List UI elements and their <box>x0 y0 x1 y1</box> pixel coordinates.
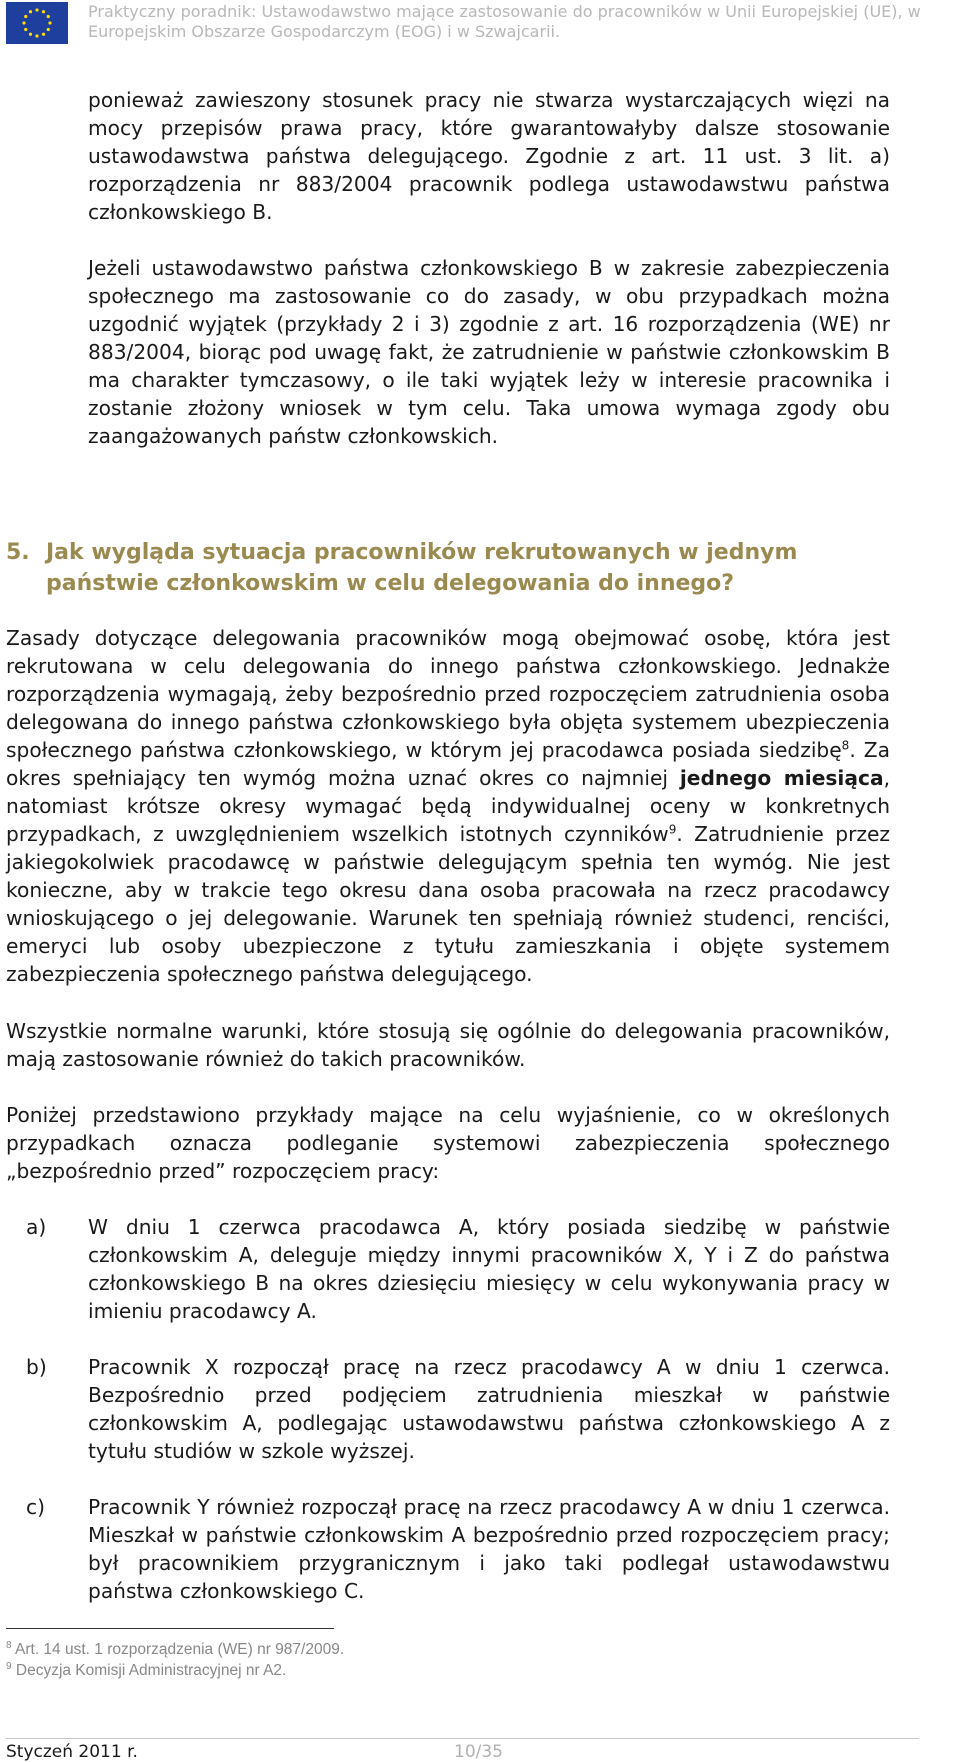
paragraph-exception: Jeżeli ustawodawstwo państwa członkowskiego B w zakresie zabezpieczenia społecznego ma zastosowanie co do zasady, w obu przypadkach można uzgodnić wyjątek (przykłady 2 i 3) zgodnie z art. 16 rozporządzenia (WE) nr 883/2004, biorąc pod uwagę fakt, że zatrudnienie w państwie członkowskim B ma charakter tymczasowy, o ile taki wyjątek leży w interesie pracownika i zostanie złożony wniosek w tym celu. Taka umowa wymaga zgody obu zaangażowanych państw członkowskich. <box>88 256 890 448</box>
footnote-divider <box>6 1628 334 1629</box>
eu-flag-icon <box>6 2 68 44</box>
document-header-title: Praktyczny poradnik: Ustawodawstwo mające zastosowanie do pracowników w Unii Europejskiej (UE), w Europejskim Obszarze Gospodarczym (EOG) i w Szwajcarii. <box>88 2 921 41</box>
page-number: 10/35 <box>454 1742 503 1762</box>
list-item-text: W dniu 1 czerwca pracodawca A, który posiada siedzibę w państwie członkowskim A, deleguje między innymi pracowników X, Y i Z do państwa członkowskiego B na okres dziesięciu miesięcy w celu wykonywania pracy w imieniu pracodawcy A. <box>88 1215 890 1323</box>
paragraph-recruitment-rules: Zasady dotyczące delegowania pracowników mogą obejmować osobę, która jest rekrutowana w celu delegowania do innego państwa członkowskiego. Jednakże rozporządzenia wymagają, żeby bezpośrednio przed rozpoczęciem zatrudnienia osoba delegowana do innego państwa członkowskiego była objęta systemem ubezpieczenia społecznego państwa członkowskiego, w którym jej pracodawca posiada siedzibę$^8$. Za okres spełniający ten wymóg można uznać okres co najmniej jednego miesiąca, natomiast krótsze okresy wymagać będą indywidualnej oceny w konkretnych przypadkach, z uwzględnieniem wszelkich istotnych czynników$^9$. Zatrudnienie przez jakiegokolwiek pracodawcę w państwie delegującym spełnia ten wymóg. Nie jest konieczne, aby w trakcie tego okresu dana osoba pracowała na rzecz pracodawcy wnioskującego o jej delegowanie. Warunek ten spełniają również studenci, renciści, emeryci lub osoby ubezpieczone z tytułu zamieszkania i objęte systemem zabezpieczenia społecznego państwa delegującego. <box>6 626 890 986</box>
footnote-ref-8: 8 <box>841 738 850 753</box>
list-item-text: Pracownik X rozpoczął pracę na rzecz pracodawcy A w dniu 1 czerwca. Bezpośrednio przed podjęciem zatrudnienia mieszkał w państwie członkowskim A, podlegając ustawodawstwu państwa członkowskiego A z tytułu studiów w szkole wyższej. <box>88 1355 890 1463</box>
footnote-8: $^8$ Art. 14 ust. 1 rozporządzenia (WE) nr 987/2009. <box>6 1639 345 1658</box>
section-number: 5. <box>6 540 30 565</box>
emphasis-one-month: jednego miesiąca <box>679 766 884 790</box>
footnote-9: $^9$ Decyzja Komisji Administracyjnej nr A2. <box>6 1660 287 1679</box>
list-item-text: Pracownik Y również rozpoczął pracę na rzecz pracodawcy A w dniu 1 czerwca. Mieszkał w państwie członkowskim A bezpośrednio przed rozpoczęciem pracy; był pracownikiem przygranicznym i jako taki podlegał ustawodawstwu państwa członkowskiego C. <box>88 1495 890 1603</box>
list-marker: a) <box>26 1215 47 1239</box>
paragraph-normal-conditions: Wszystkie normalne warunki, które stosują się ogólnie do delegowania pracowników, mają zastosowanie również do takich pracowników. <box>6 1019 890 1071</box>
paragraph-continuation: ponieważ zawieszony stosunek pracy nie stwarza wystarczających więzi na mocy przepisów prawa pracy, które gwarantowałyby dalsze stosowanie ustawodawstwa państwa delegującego. Zgodnie z art. 11 ust. 3 lit. a) rozporządzenia nr 883/2004 pracownik podlega ustawodawstwu państwa członkowskiego B. <box>88 88 890 224</box>
section-heading <box>6 537 890 599</box>
paragraph-examples-intro: Poniżej przedstawiono przykłady mające na celu wyjaśnienie, co w określonych przypadkach oznacza podleganie systemowi zabezpieczenia społecznego „bezpośrednio przed” rozpoczęciem pracy: <box>6 1103 890 1183</box>
footer-date: Styczeń 2011 r. <box>6 1742 138 1762</box>
list-marker: c) <box>26 1495 45 1519</box>
footnote-ref-9: 9 <box>668 822 677 837</box>
section-title: Jak wygląda sytuacja pracowników rekrutowanych w jednym państwie członkowskim w celu delegowania do innego? <box>46 540 798 596</box>
footer-divider <box>6 1738 919 1739</box>
list-marker: b) <box>26 1355 47 1379</box>
